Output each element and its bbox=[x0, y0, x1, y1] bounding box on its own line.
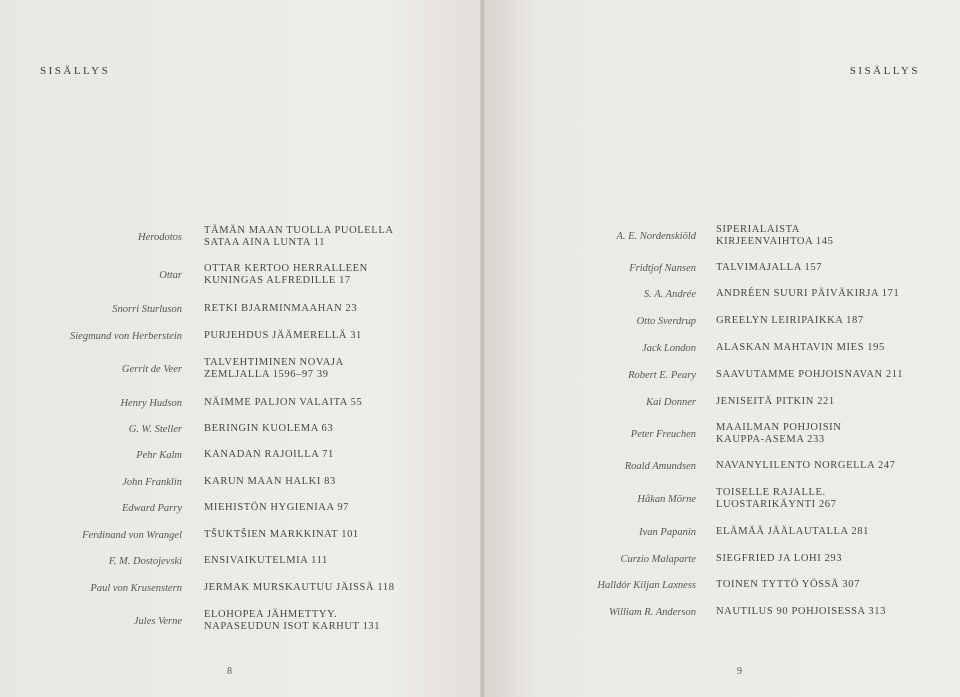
toc-entry bbox=[0, 324, 482, 348]
toc-entry bbox=[484, 256, 960, 280]
toc-title: ALASKAN MAHTAVIN MIES 195 bbox=[716, 342, 885, 353]
toc-entry bbox=[0, 297, 482, 321]
toc-title: ELOHOPEA JÄHMETTYY. NAPASEUDUN ISOT KARHUT 131 bbox=[204, 609, 381, 632]
toc-author: Otto Sverdrup bbox=[636, 315, 696, 327]
toc-author: G. W. Steller bbox=[128, 423, 182, 435]
toc-author: Halldór Kiljan Laxness bbox=[597, 579, 696, 591]
toc-entry bbox=[0, 470, 482, 494]
toc-entry bbox=[0, 417, 482, 441]
toc-entry bbox=[484, 600, 960, 624]
toc-entry bbox=[484, 336, 960, 360]
toc-title: KARUN MAAN HALKI 83 bbox=[204, 476, 336, 487]
toc-author: Siegmund von Herberstein bbox=[70, 330, 182, 342]
toc-entry bbox=[484, 520, 960, 544]
right-page bbox=[484, 0, 960, 697]
toc-title: RETKI BJARMINMAAHAN 23 bbox=[204, 303, 358, 314]
toc-title: TŠUKTŠIEN MARKKINAT 101 bbox=[204, 529, 359, 540]
toc-entry bbox=[0, 443, 482, 467]
toc-author: Paul von Krusenstern bbox=[90, 582, 182, 594]
toc-entry bbox=[0, 263, 482, 287]
toc-author: Ottar bbox=[159, 269, 182, 281]
toc-entry bbox=[0, 609, 482, 633]
toc-title: SIPERIALAISTA KIRJEENVAIHTOA 145 bbox=[716, 224, 834, 247]
toc-title: TOINEN TYTTÖ YÖSSÄ 307 bbox=[716, 579, 860, 590]
toc-title: JERMAK MURSKAUTUU JÄISSÄ 118 bbox=[204, 582, 395, 593]
toc-title: JENISEITÄ PITKIN 221 bbox=[716, 396, 835, 407]
toc-author: Curzio Malaparte bbox=[620, 553, 696, 565]
toc-entry bbox=[484, 390, 960, 414]
toc-author: F. M. Dostojevski bbox=[108, 555, 182, 567]
toc-entry bbox=[0, 391, 482, 415]
toc-author: Edward Parry bbox=[122, 502, 182, 514]
toc-entry bbox=[484, 363, 960, 387]
toc-title: ELÄMÄÄ JÄÄLAUTALLA 281 bbox=[716, 526, 869, 537]
toc-author: Håkan Mörne bbox=[637, 493, 696, 505]
toc-author: A. E. Nordenskiöld bbox=[616, 230, 696, 242]
toc-title: ENSIVAIKUTELMIA 111 bbox=[204, 555, 328, 566]
toc-entry bbox=[484, 309, 960, 333]
toc-author: S. A. Andrée bbox=[643, 288, 696, 300]
toc-entry bbox=[484, 487, 960, 511]
toc-author: Jules Verne bbox=[133, 615, 182, 627]
toc-title: KANADAN RAJOILLA 71 bbox=[204, 449, 334, 460]
toc-author: Henry Hudson bbox=[120, 397, 182, 409]
toc-author: Gerrit de Veer bbox=[121, 363, 182, 375]
toc-entry bbox=[484, 422, 960, 446]
toc-title: TALVEHTIMINEN NOVAJA ZEMLJALLA 1596–97 39 bbox=[204, 357, 344, 380]
page-number: 8 bbox=[227, 666, 232, 677]
toc-author: Pehr Kalm bbox=[136, 449, 182, 461]
toc-entry bbox=[484, 224, 960, 248]
page-number: 9 bbox=[737, 666, 742, 677]
toc-entry bbox=[0, 576, 482, 600]
toc-title: TÄMÄN MAAN TUOLLA PUOLELLA SATAA AINA LUNTA 11 bbox=[204, 225, 394, 248]
toc-title: MAAILMAN POHJOISIN KAUPPA-ASEMA 233 bbox=[716, 422, 842, 445]
toc-author: Fridtjof Nansen bbox=[629, 262, 696, 274]
toc-title: BERINGIN KUOLEMA 63 bbox=[204, 423, 334, 434]
toc-title: GREELYN LEIRIPAIKKA 187 bbox=[716, 315, 864, 326]
page-header: SISÄLLYS bbox=[40, 65, 111, 77]
toc-entry bbox=[484, 454, 960, 478]
toc-author: Ferdinand von Wrangel bbox=[82, 529, 182, 541]
toc-author: William R. Anderson bbox=[608, 606, 696, 618]
toc-author: Kai Donner bbox=[646, 396, 696, 408]
toc-title: SIEGFRIED JA LOHI 293 bbox=[716, 553, 843, 564]
toc-entry bbox=[0, 357, 482, 381]
toc-title: TALVIMAJALLA 157 bbox=[716, 262, 823, 273]
toc-author: Ivan Papanin bbox=[639, 526, 696, 538]
toc-entry bbox=[0, 549, 482, 573]
toc-title: NAVANYLILENTO NORGELLA 247 bbox=[716, 460, 896, 471]
toc-title: ANDRÉEN SUURI PÄIVÄKIRJA 171 bbox=[716, 288, 900, 299]
toc-title: TOISELLE RAJALLE. LUOSTARIKÄYNTI 267 bbox=[716, 487, 837, 510]
toc-author: Jack London bbox=[642, 342, 696, 354]
toc-title: MIEHISTÖN HYGIENIAA 97 bbox=[204, 502, 350, 513]
toc-title: SAAVUTAMME POHJOISNAVAN 211 bbox=[716, 369, 904, 380]
toc-author: Peter Freuchen bbox=[630, 428, 696, 440]
toc-title: NÄIMME PALJON VALAITA 55 bbox=[204, 397, 363, 408]
toc-author: Snorri Sturluson bbox=[112, 303, 182, 315]
toc-title: OTTAR KERTOO HERRALLEEN KUNINGAS ALFREDILLE 17 bbox=[204, 263, 368, 286]
toc-author: Roald Amundsen bbox=[624, 460, 696, 472]
toc-entry bbox=[484, 573, 960, 597]
toc-entry bbox=[484, 282, 960, 306]
toc-author: John Franklin bbox=[122, 476, 182, 488]
page-header: SISÄLLYS bbox=[849, 65, 920, 77]
toc-author: Herodotos bbox=[138, 231, 182, 243]
toc-author: Robert E. Peary bbox=[628, 369, 696, 381]
toc-entry bbox=[0, 496, 482, 520]
toc-entry bbox=[0, 523, 482, 547]
toc-entry bbox=[484, 547, 960, 571]
toc-title: NAUTILUS 90 POHJOISESSA 313 bbox=[716, 606, 886, 617]
toc-entry bbox=[0, 225, 482, 249]
toc-title: PURJEHDUS JÄÄMERELLÄ 31 bbox=[204, 330, 362, 341]
